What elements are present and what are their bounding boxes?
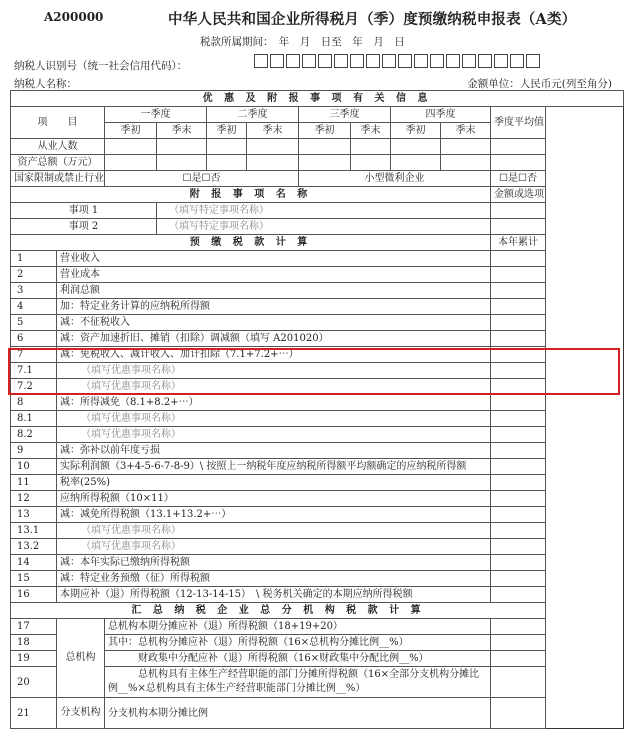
input-cell[interactable] xyxy=(491,331,546,347)
line-number: 10 xyxy=(11,459,57,475)
input-cell[interactable] xyxy=(491,555,546,571)
line-placeholder[interactable]: （填写优惠事项名称） xyxy=(57,379,491,395)
table-row xyxy=(11,331,624,347)
table-row xyxy=(11,363,624,379)
line-number: 1 xyxy=(11,251,57,267)
line-number: 21 xyxy=(11,698,57,729)
taxpayer-id-boxes[interactable] xyxy=(254,54,540,68)
quarter-end-header: 季末 xyxy=(247,123,299,139)
id-digit-box[interactable] xyxy=(526,54,540,68)
branch-section-title: 汇 总 纳 税 企 业 总 分 机 构 税 款 计 算 xyxy=(11,603,546,619)
id-digit-box[interactable] xyxy=(302,54,316,68)
line-placeholder[interactable]: （填写优惠事项名称） xyxy=(57,411,491,427)
quarter-header: 一季度 xyxy=(105,107,207,123)
line-number: 14 xyxy=(11,555,57,571)
quarter-end-header: 季末 xyxy=(441,123,491,139)
table-row xyxy=(11,283,624,299)
line-label: 税率(25%) xyxy=(57,475,491,491)
table-row xyxy=(11,427,624,443)
line-number: 7 xyxy=(11,347,57,363)
input-cell[interactable] xyxy=(157,139,207,155)
input-cell[interactable] xyxy=(105,139,157,155)
input-cell[interactable] xyxy=(491,635,546,651)
attach-item-label: 事项 1 xyxy=(11,203,157,219)
table-row xyxy=(11,379,624,395)
line-label: 减：不征税收入 xyxy=(57,315,491,331)
quarter-avg-header: 季度平均值 xyxy=(491,107,546,139)
restricted-industry-label: 国家限制或禁止行业 xyxy=(11,171,105,187)
input-cell[interactable] xyxy=(441,155,491,171)
input-cell[interactable] xyxy=(491,459,546,475)
input-cell[interactable] xyxy=(491,283,546,299)
line-label: 本期应补（退）所得税额（12-13-14-15） \ 税务机关确定的本期应纳所得税额 xyxy=(57,587,491,603)
line-number: 13 xyxy=(11,507,57,523)
table-row xyxy=(11,299,624,315)
line-label: 营业收入 xyxy=(57,251,491,267)
input-cell[interactable] xyxy=(207,155,247,171)
table-row xyxy=(11,91,624,107)
input-cell[interactable] xyxy=(247,139,299,155)
item-column-header: 项 目 xyxy=(11,107,105,139)
line-label: 减：特定业务预缴（征）所得税额 xyxy=(57,571,491,587)
hq-label: 总机构 xyxy=(57,619,105,698)
line-label: 减：免税收入、减计收入、加计扣除（7.1+7.2+⋯） xyxy=(57,347,491,363)
attach-item-placeholder[interactable]: （填写特定事项名称） xyxy=(157,219,491,235)
calc-section-title: 预 缴 税 款 计 算 xyxy=(11,235,491,251)
year-total-header: 本年累计 xyxy=(491,235,546,251)
line-number: 4 xyxy=(11,299,57,315)
quarter-start-header: 季初 xyxy=(207,123,247,139)
branch-label: 分支机构 xyxy=(57,698,105,729)
table-row xyxy=(11,155,624,171)
input-cell[interactable] xyxy=(491,427,546,443)
id-digit-box[interactable] xyxy=(366,54,380,68)
form-code: A200000 xyxy=(44,10,104,24)
form-title: 中华人民共和国企业所得税月（季）度预缴纳税申报表（A类） xyxy=(168,11,577,28)
input-cell[interactable] xyxy=(491,395,546,411)
table-row xyxy=(11,411,624,427)
input-cell[interactable] xyxy=(491,347,546,363)
quarter-end-header: 季末 xyxy=(157,123,207,139)
line-label: 利润总额 xyxy=(57,283,491,299)
id-digit-box[interactable] xyxy=(318,54,332,68)
line-label: 营业成本 xyxy=(57,267,491,283)
table-row xyxy=(11,235,624,251)
table-row xyxy=(11,619,624,635)
restricted-industry-choice[interactable]: ☐是☐否 xyxy=(105,171,299,187)
table-row xyxy=(11,523,624,539)
line-number: 19 xyxy=(11,651,57,667)
pref-row-label: 从业人数 xyxy=(11,139,105,155)
line-number: 18 xyxy=(11,635,57,651)
input-cell[interactable] xyxy=(351,155,391,171)
id-digit-box[interactable] xyxy=(446,54,460,68)
id-digit-box[interactable] xyxy=(334,54,348,68)
input-cell[interactable] xyxy=(491,698,546,729)
input-cell[interactable] xyxy=(491,443,546,459)
input-cell[interactable] xyxy=(207,139,247,155)
line-label: 应纳所得税额（10×11） xyxy=(57,491,491,507)
input-cell[interactable] xyxy=(351,139,391,155)
input-cell[interactable] xyxy=(491,539,546,555)
input-cell[interactable] xyxy=(491,379,546,395)
line-placeholder[interactable]: （填写优惠事项名称） xyxy=(57,427,491,443)
line-number: 8.2 xyxy=(11,427,57,443)
table-row xyxy=(11,267,624,283)
line-number: 12 xyxy=(11,491,57,507)
small-enterprise-label: 小型微利企业 xyxy=(299,171,491,187)
line-number: 17 xyxy=(11,619,57,635)
attach-item-placeholder[interactable]: （填写特定事项名称） xyxy=(157,203,491,219)
line-number: 5 xyxy=(11,315,57,331)
input-cell[interactable] xyxy=(391,155,441,171)
quarter-start-header: 季初 xyxy=(391,123,441,139)
id-digit-box[interactable] xyxy=(270,54,284,68)
line-label: 财政集中分配应补（退）所得税额（16×财政集中分配比例__%） xyxy=(105,651,491,667)
line-label: 减：减免所得税额（13.1+13.2+⋯） xyxy=(57,507,491,523)
table-row xyxy=(11,395,624,411)
id-digit-box[interactable] xyxy=(462,54,476,68)
line-label: 其中：总机构分摊应补（退）所得税额（16×总机构分摊比例__%） xyxy=(105,635,491,651)
line-number: 8.1 xyxy=(11,411,57,427)
id-digit-box[interactable] xyxy=(510,54,524,68)
line-placeholder[interactable]: （填写优惠事项名称） xyxy=(57,363,491,379)
id-digit-box[interactable] xyxy=(478,54,492,68)
taxpayer-name-label: 纳税人名称： xyxy=(14,78,77,90)
line-number: 15 xyxy=(11,571,57,587)
input-cell[interactable] xyxy=(157,155,207,171)
quarter-header: 三季度 xyxy=(299,107,391,123)
input-cell[interactable] xyxy=(491,667,546,698)
id-digit-box[interactable] xyxy=(398,54,412,68)
table-row xyxy=(11,459,624,475)
table-row xyxy=(11,571,624,587)
table-row xyxy=(11,587,624,603)
input-cell[interactable] xyxy=(491,411,546,427)
line-label: 总机构本期分摊应补（退）所得税额（18+19+20） xyxy=(105,619,491,635)
line-label: 总机构具有主体生产经营职能的部门分摊所得税额（16×全部分支机构分摊比例__%×总机构具有主体生产经营职能部门分摊比例__%） xyxy=(105,667,491,698)
line-number: 13.2 xyxy=(11,539,57,555)
line-label: 减：弥补以前年度亏损 xyxy=(57,443,491,459)
quarter-header: 二季度 xyxy=(207,107,299,123)
quarter-start-header: 季初 xyxy=(105,123,157,139)
id-digit-box[interactable] xyxy=(494,54,508,68)
table-row xyxy=(11,347,624,363)
line-label: 减：资产加速折旧、摊销（扣除）调减额（填写 A201020） xyxy=(57,331,491,347)
line-number: 11 xyxy=(11,475,57,491)
line-number: 20 xyxy=(11,667,57,698)
table-row xyxy=(11,171,624,187)
table-row xyxy=(11,491,624,507)
line-label: 加：特定业务计算的应纳税所得额 xyxy=(57,299,491,315)
tax-period: 税款所属期间： 年 月 日至 年 月 日 xyxy=(200,36,405,48)
quarter-header: 四季度 xyxy=(391,107,491,123)
input-cell[interactable] xyxy=(491,571,546,587)
input-cell[interactable] xyxy=(491,315,546,331)
id-digit-box[interactable] xyxy=(382,54,396,68)
input-cell[interactable] xyxy=(491,251,546,267)
line-number: 3 xyxy=(11,283,57,299)
input-cell[interactable] xyxy=(491,267,546,283)
input-cell[interactable] xyxy=(491,587,546,603)
pref-row-label: 资产总额（万元） xyxy=(11,155,105,171)
id-digit-box[interactable] xyxy=(286,54,300,68)
input-cell[interactable] xyxy=(491,139,546,155)
line-number: 7.1 xyxy=(11,363,57,379)
table-row xyxy=(11,315,624,331)
line-label: 减：所得减免（8.1+8.2+⋯） xyxy=(57,395,491,411)
table-row xyxy=(11,203,624,219)
input-cell[interactable] xyxy=(247,155,299,171)
quarter-start-header: 季初 xyxy=(299,123,351,139)
table-row xyxy=(11,107,624,123)
input-cell[interactable] xyxy=(491,507,546,523)
line-number: 2 xyxy=(11,267,57,283)
table-row xyxy=(11,555,624,571)
quarter-end-header: 季末 xyxy=(351,123,391,139)
input-cell[interactable] xyxy=(491,475,546,491)
input-cell[interactable] xyxy=(491,363,546,379)
input-cell[interactable] xyxy=(441,139,491,155)
input-cell[interactable] xyxy=(491,523,546,539)
attach-section-title: 附 报 事 项 名 称 xyxy=(11,187,491,203)
line-number: 6 xyxy=(11,331,57,347)
id-digit-box[interactable] xyxy=(350,54,364,68)
id-digit-box[interactable] xyxy=(414,54,428,68)
line-number: 13.1 xyxy=(11,523,57,539)
id-digit-box[interactable] xyxy=(430,54,444,68)
line-number: 16 xyxy=(11,587,57,603)
small-enterprise-choice[interactable]: ☐是☐否 xyxy=(491,171,546,187)
line-number: 8 xyxy=(11,395,57,411)
table-row xyxy=(11,507,624,523)
line-label: 实际利润额（3+4-5-6-7-8-9）\ 按照上一纳税年度应纳税所得额平均额确定的应纳税所得额 xyxy=(57,459,491,475)
table-row xyxy=(11,187,624,203)
line-placeholder[interactable]: （填写优惠事项名称） xyxy=(57,523,491,539)
input-cell[interactable] xyxy=(491,155,546,171)
taxpayer-id-label: 纳税人识别号（统一社会信用代码）： xyxy=(14,60,188,72)
pref-section-title: 优 惠 及 附 报 事 项 有 关 信 息 xyxy=(11,91,624,107)
input-cell[interactable] xyxy=(105,155,157,171)
line-label: 分支机构本期分摊比例 xyxy=(105,698,491,729)
input-cell[interactable] xyxy=(491,203,546,219)
line-label: 减：本年实际已缴纳所得税额 xyxy=(57,555,491,571)
line-number: 9 xyxy=(11,443,57,459)
input-cell[interactable] xyxy=(299,139,351,155)
line-number: 7.2 xyxy=(11,379,57,395)
input-cell[interactable] xyxy=(491,491,546,507)
tax-form-table xyxy=(10,90,624,729)
line-placeholder[interactable]: （填写优惠事项名称） xyxy=(57,539,491,555)
table-row xyxy=(11,251,624,267)
attach-item-label: 事项 2 xyxy=(11,219,157,235)
input-cell[interactable] xyxy=(299,155,351,171)
input-cell[interactable] xyxy=(391,139,441,155)
table-row xyxy=(11,603,624,619)
input-cell[interactable] xyxy=(491,299,546,315)
table-row xyxy=(11,698,624,729)
attach-value-header: 金额或选项 xyxy=(491,187,546,203)
currency-unit: 金额单位：人民币元(列至角分) xyxy=(467,78,612,90)
input-cell[interactable] xyxy=(491,219,546,235)
table-row xyxy=(11,539,624,555)
id-digit-box[interactable] xyxy=(254,54,268,68)
input-cell[interactable] xyxy=(491,619,546,635)
table-row xyxy=(11,139,624,155)
table-row xyxy=(11,475,624,491)
table-row xyxy=(11,443,624,459)
table-row xyxy=(11,219,624,235)
input-cell[interactable] xyxy=(491,651,546,667)
